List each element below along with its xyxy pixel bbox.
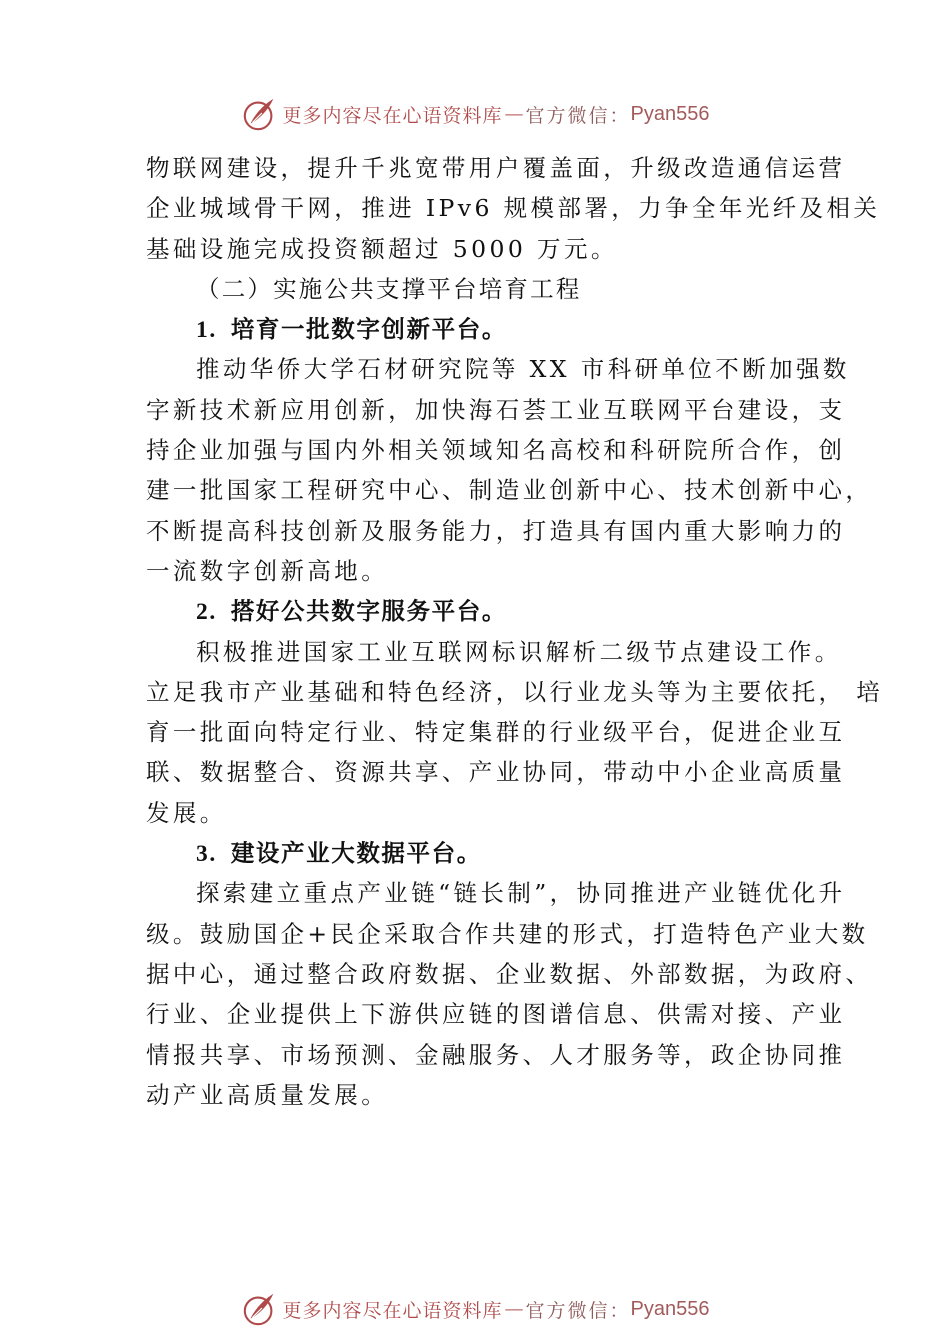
- body-line: 行业、企业提供上下游供应链的图谱信息、供需对接、产业: [146, 1000, 846, 1029]
- body-line: 物联网建设，提升千兆宽带用户覆盖面，升级改造通信运营: [146, 154, 846, 182]
- body-line: 据中心，通过整合政府数据、企业数据、外部数据，为政府、: [146, 959, 873, 988]
- body-line: 建一批国家工程研究中心、制造业创新中心、技术创新中心，: [146, 476, 873, 505]
- heading-number: 3.: [196, 841, 217, 868]
- document-body: [146, 148, 884, 1115]
- quill-pen-icon: [241, 1290, 279, 1328]
- heading-text: 搭好公共数字服务平台。: [230, 597, 507, 626]
- watermark-brand: 更多内容尽在心语资料库: [282, 104, 503, 127]
- numbered-heading: [146, 309, 806, 349]
- body-line: 持企业加强与国内外相关领域知名高校和科研院所合作，创: [146, 436, 846, 465]
- watermark-footer: [0, 1290, 950, 1328]
- body-line: 一流数字创新高地。: [146, 556, 389, 585]
- heading-number: 1.: [196, 317, 217, 344]
- watermark-wechat-id: Pyan556: [630, 1297, 710, 1320]
- body-line: 企业城域骨干网，推进 IPv6 规模部署，力争全年光纤及相关: [146, 194, 881, 223]
- body-line: 积极推进国家工业互联网标识解析二级节点建设工作。: [196, 637, 842, 666]
- numbered-heading: [146, 833, 806, 873]
- body-line: 立足我市产业基础和特色经济，以行业龙头等为主要依托， 培: [146, 677, 884, 706]
- body-line: 基础设施完成投资额超过 5000 万元。: [146, 234, 618, 263]
- body-line: 育一批面向特定行业、特定集群的行业级平台，促进企业互: [146, 718, 846, 747]
- quill-pen-icon: [241, 95, 279, 133]
- body-line: 发展。: [146, 798, 227, 827]
- heading-text: 培育一批数字创新平台。: [230, 315, 507, 344]
- watermark-brand: 更多内容尽在心语资料库: [282, 1299, 503, 1322]
- watermark-separator: —: [504, 103, 524, 125]
- watermark-wechat-label: 官方微信：: [525, 104, 631, 127]
- heading-number: 2.: [196, 599, 217, 626]
- numbered-heading: [146, 591, 806, 631]
- body-line: 级。鼓励国企+民企采取合作共建的形式，打造特色产业大数: [146, 919, 869, 948]
- body-line: 推动华侨大学石材研究院等 XX 市科研单位不断加强数: [196, 355, 850, 384]
- watermark-header: [0, 95, 950, 133]
- body-line: 联、数据整合、资源共享、产业协同，带动中小企业高质量: [146, 758, 846, 787]
- watermark-wechat-id: Pyan556: [630, 102, 710, 125]
- body-line: 情报共享、市场预测、金融服务、人才服务等，政企协同推: [146, 1040, 846, 1069]
- body-line: 不断提高科技创新及服务能力，打造具有国内重大影响力的: [146, 516, 846, 545]
- body-line: 探索建立重点产业链“链长制”，协同推进产业链优化升: [196, 879, 846, 908]
- watermark-wechat-label: 官方微信：: [525, 1299, 631, 1322]
- heading-text: 建设产业大数据平台。: [230, 839, 482, 868]
- section-subheading: （二）实施公共支撑平台培育工程: [196, 274, 582, 303]
- watermark-separator: —: [504, 1298, 524, 1320]
- body-line: 动产业高质量发展。: [146, 1080, 389, 1109]
- body-line: 字新技术新应用创新，加快海石荟工业互联网平台建设，支: [146, 395, 846, 424]
